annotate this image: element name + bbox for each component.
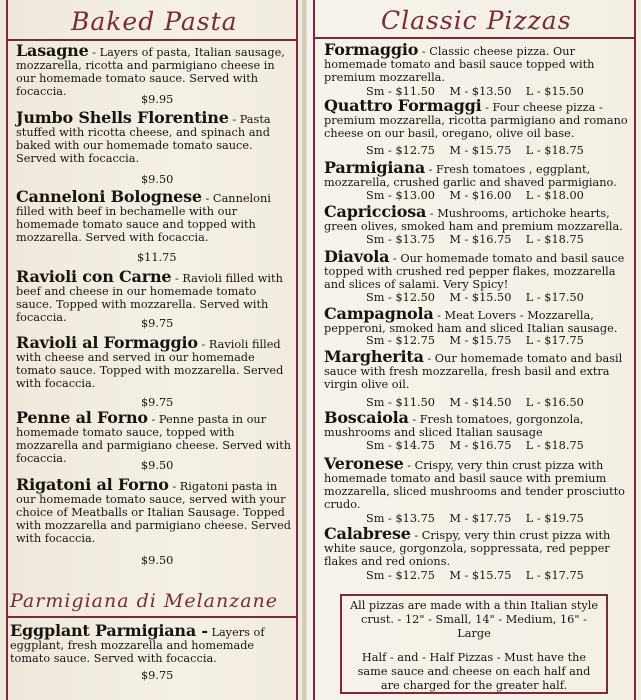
pizza-boscaiola — [324, 408, 632, 439]
item-desc: - Layers of pasta, Italian sausage, mozzarella, ricotta and parmigiano cheese in our homemade tomato sauce. Served with focaccia. — [16, 46, 285, 98]
item-price: $11.75 — [137, 251, 177, 264]
menu-item-lasagne — [16, 41, 292, 98]
menu-item-rigatoni-forno — [16, 475, 292, 545]
item-name: Campagnola — [324, 304, 434, 323]
item-desc: - Penne pasta in our homemade tomato sauce, topped with mozzarella and parmigiano cheese. Served with focaccia. — [16, 413, 292, 465]
item-desc: - Ravioli filled with cheese and served in our homemade tomato sauce. Topped with mozzarella. Served with focaccia. — [16, 338, 284, 390]
item-name: Eggplant Parmigiana - — [10, 621, 208, 640]
baked-pasta-heading: Baked Pasta — [71, 7, 238, 36]
item-name: Ravioli al Formaggio — [16, 333, 198, 352]
item-name: Lasagne — [16, 41, 89, 60]
left-subheading-rule — [6, 616, 298, 618]
pizza-formaggio — [324, 40, 632, 84]
item-desc: - Rigatoni pasta in our homemade tomato sauce, served with your choice of Meatballs or Italian Sausage. Topped with mozzarella and parmigiano cheese. Served with focaccia. — [16, 480, 292, 545]
item-name: Veronese — [324, 454, 404, 473]
item-desc: - Meat Lovers - Mozzarella, pepperoni, smoked ham and sliced Italian sausage. — [324, 309, 618, 335]
item-desc: Layers of eggplant, fresh mozzarella and homemade tomato sauce. Served with focaccia. — [10, 626, 265, 665]
pizza-diavola — [324, 247, 632, 291]
pizza-sizes: Sm - $11.50 M - $14.50 L - $16.50 — [366, 396, 584, 409]
classic-pizzas-heading: Classic Pizzas — [381, 6, 572, 35]
page-fold — [302, 0, 307, 700]
item-name: Margherita — [324, 347, 424, 366]
pizza-info-box — [340, 594, 608, 694]
pizza-sizes: Sm - $12.75 M - $15.75 L - $17.75 — [366, 334, 584, 347]
item-price: $9.50 — [141, 459, 174, 472]
item-price: $9.75 — [141, 396, 174, 409]
item-name: Canneloni Bolognese — [16, 187, 202, 206]
item-desc: - Pasta stuffed with ricotta cheese, and spinach and baked with our homemade tomato sauce. Served with focaccia. — [16, 113, 271, 165]
item-desc: - Classic cheese pizza. Our homemade tomato and basil sauce topped with premium mozzarella. — [324, 45, 595, 84]
parmigiana-heading: Parmigiana di Melanzane — [10, 590, 279, 612]
pizza-quattro-formaggi — [324, 96, 632, 140]
item-desc: - Mushrooms, artichoke hearts, green olives, smoked ham and premium mozzarella. — [324, 207, 623, 233]
left-border-line — [6, 0, 8, 700]
pizza-margherita — [324, 347, 632, 391]
item-desc: - Crispy, very thin crust pizza with white sauce, gorgonzola, soppressata, red pepper flakes and red onions. — [324, 529, 611, 568]
pizza-sizes: Sm - $13.75 M - $16.75 L - $18.75 — [366, 233, 584, 246]
menu-item-eggplant-parmigiana — [10, 621, 294, 665]
item-name: Rigatoni al Forno — [16, 475, 169, 494]
half-and-half-note: Half - and - Half Pizzas - Must have the same sauce and cheese on each half and are charged for the greater half. — [357, 651, 591, 692]
item-desc: - Our homemade tomato and basil sauce topped with crushed red pepper flakes, mozzarella and slices of salami. Very Spicy! — [324, 252, 625, 291]
item-name: Ravioli con Carne — [16, 267, 172, 286]
pizza-calabrese — [324, 524, 632, 568]
pizza-campagnola — [324, 304, 632, 335]
menu-item-jumbo-shells — [16, 108, 292, 165]
item-desc: - Canneloni filled with beef in bechamelle with our homemade tomato sauce and topped with mozzarella. Served with focaccia. — [16, 192, 271, 244]
item-price: $9.75 — [141, 669, 174, 682]
pizza-capricciosa — [324, 202, 632, 233]
pizza-veronese — [324, 454, 632, 511]
crust-size-note: All pizzas are made with a thin Italian style crust. - 12" - Small, 14" - Medium, 16" - Large — [349, 599, 599, 640]
pizza-parmigiana — [324, 158, 632, 189]
pizza-sizes: Sm - $13.00 M - $16.00 L - $18.00 — [366, 189, 584, 202]
item-name: Jumbo Shells Florentine — [16, 108, 229, 127]
pizza-sizes: Sm - $13.75 M - $17.75 L - $19.75 — [366, 512, 584, 525]
item-name: Boscaiola — [324, 408, 409, 427]
pizza-sizes: Sm - $11.50 M - $13.50 L - $15.50 — [366, 85, 584, 98]
menu-item-ravioli-carne — [16, 267, 292, 324]
item-name: Capricciosa — [324, 202, 427, 221]
pizza-sizes: Sm - $12.50 M - $15.50 L - $17.50 — [366, 291, 584, 304]
item-desc: - Four cheese pizza - premium mozzarella, ricotta parmigiano and romano cheese on our basil, oregano, olive oil base. — [324, 101, 628, 140]
item-desc: - Fresh tomatoes, gorgonzola, mushrooms and sliced Italian sausage — [324, 413, 584, 439]
item-name: Parmigiana — [324, 158, 426, 177]
item-desc: - Crispy, very thin crust pizza with homemade tomato and basil sauce with premium mozzarella, sliced mushrooms and tender prosciutto crudo. — [324, 459, 625, 511]
item-name: Calabrese — [324, 524, 411, 543]
right-border-line — [634, 0, 636, 700]
item-price: $9.95 — [141, 93, 174, 106]
pizza-sizes: Sm - $14.75 M - $16.75 L - $18.75 — [366, 439, 584, 452]
item-desc: - Ravioli filled with beef and cheese in our homemade tomato sauce. Topped with mozzarella. Served with focaccia. — [16, 272, 283, 324]
right-heading-rule — [313, 37, 636, 39]
menu-item-penne-forno — [16, 408, 292, 465]
item-price: $9.50 — [141, 554, 174, 567]
pizza-sizes: Sm - $12.75 M - $15.75 L - $17.75 — [366, 569, 584, 582]
item-desc: - Fresh tomatoes , eggplant, mozzarella, crushed garlic and shaved parmigiano. — [324, 163, 617, 189]
item-name: Quattro Formaggi — [324, 96, 482, 115]
left-inner-border-line — [296, 0, 298, 700]
item-desc: - Our homemade tomato and basil sauce with fresh mozzarella, fresh basil and extra virgin olive oil. — [324, 352, 623, 391]
item-name: Penne al Forno — [16, 408, 148, 427]
item-price: $9.50 — [141, 173, 174, 186]
menu-item-canneloni — [16, 187, 292, 244]
menu-item-ravioli-formaggio — [16, 333, 292, 390]
right-inner-border-line — [313, 0, 315, 700]
item-name: Diavola — [324, 247, 390, 266]
pizza-sizes: Sm - $12.75 M - $15.75 L - $18.75 — [366, 144, 584, 157]
item-price: $9.75 — [141, 317, 174, 330]
item-name: Formaggio — [324, 40, 419, 59]
